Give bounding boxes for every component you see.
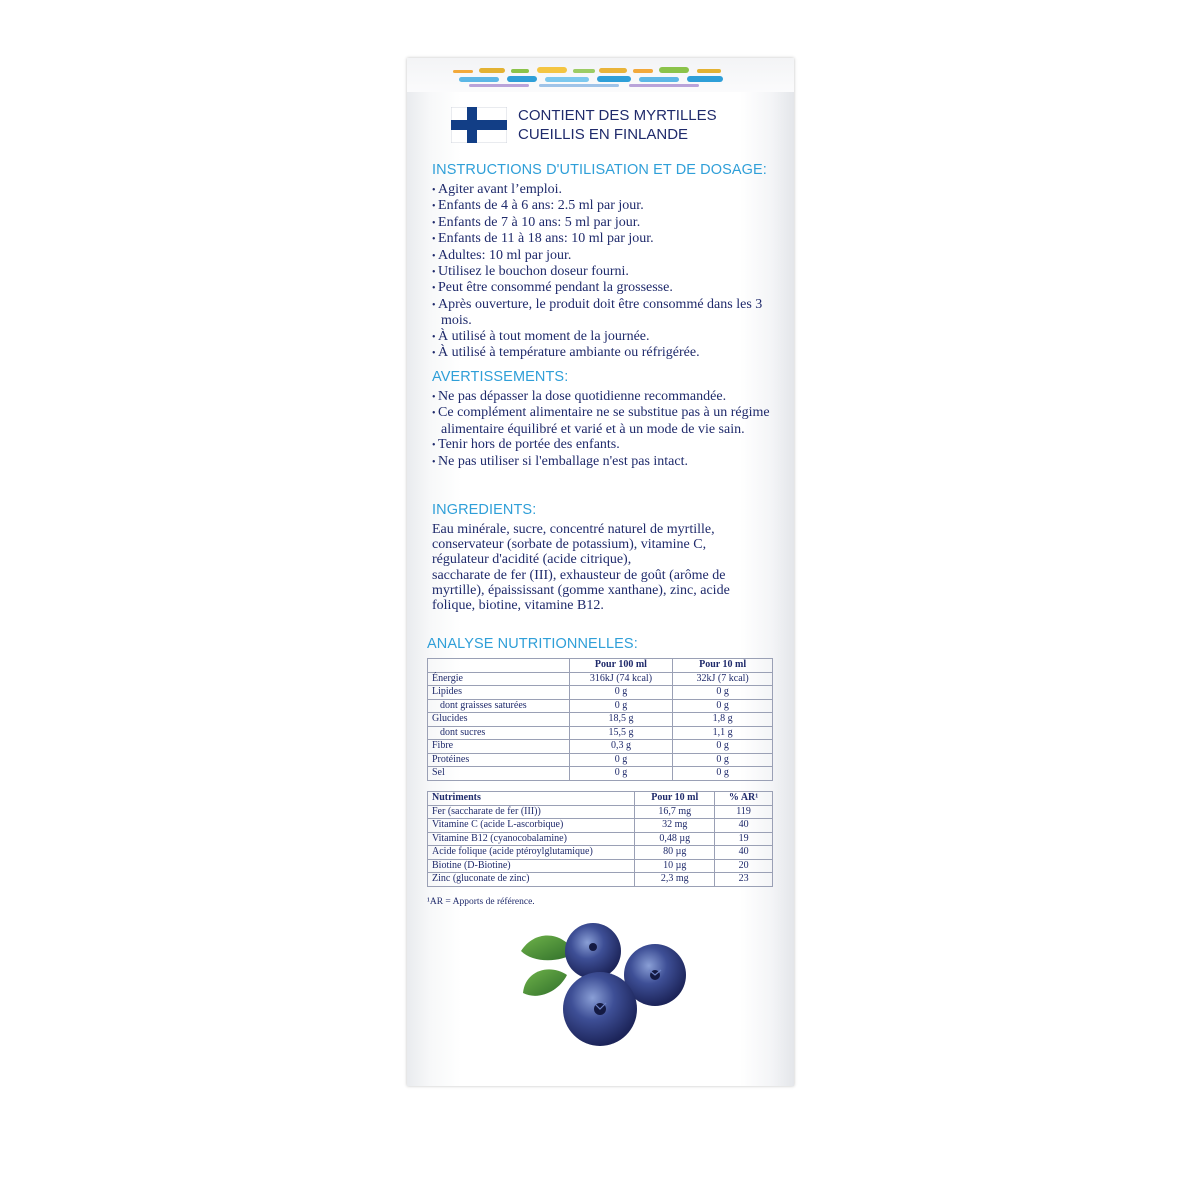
list-item: • Ce complément alimentaire ne se substitue pas à un régime alimentaire équilibré et varié et à un mode de vie sain. — [432, 405, 782, 437]
list-item: • Enfants de 7 à 10 ans: 5 ml par jour. — [432, 215, 782, 231]
table-cell: 0 g — [673, 699, 773, 713]
product-box-side — [407, 58, 794, 1086]
table-row — [428, 713, 773, 727]
table-cell: Zinc (gluconate de zinc) — [428, 873, 635, 887]
table-cell: 0 g — [569, 767, 673, 781]
list-item: • À utilisé à température ambiante ou réfrigérée. — [432, 345, 782, 361]
instructions-list — [432, 182, 782, 361]
table-cell: 1,8 g — [673, 713, 773, 727]
list-item: • Peut être consommé pendant la grossesse. — [432, 280, 782, 296]
list-item: • Enfants de 4 à 6 ans: 2.5 ml par jour. — [432, 198, 782, 214]
table-cell: Vitamine C (acide L-ascorbique) — [428, 819, 635, 833]
table-row — [428, 832, 773, 846]
blueberries-illustration — [515, 923, 695, 1053]
table-cell: 0,48 µg — [635, 832, 715, 846]
origin-claim — [451, 106, 717, 144]
table-row — [428, 805, 773, 819]
table-header-row — [428, 659, 773, 673]
table-cell: 2,3 mg — [635, 873, 715, 887]
nutrition-title: ANALYSE NUTRITIONNELLES: — [427, 636, 638, 652]
ingredients-line: conservateur (sorbate de potassium), vitamine C, — [432, 537, 707, 553]
table-cell: 32 mg — [635, 819, 715, 833]
table-header-cell: Pour 10 ml — [635, 792, 715, 806]
table-cell: 20 — [715, 859, 773, 873]
nutrients-table — [427, 791, 773, 887]
table-cell: Sel — [428, 767, 570, 781]
nutrition-table — [427, 658, 773, 781]
origin-text — [518, 106, 717, 144]
list-item: • Adultes: 10 ml par jour. — [432, 248, 782, 264]
origin-line-1: CONTIENT DES MYRTILLES — [518, 107, 717, 124]
ingredients-line: myrtille), épaississant (gomme xanthane), zinc, acide — [432, 582, 730, 598]
table-cell: 0 g — [673, 686, 773, 700]
table-header-cell: Pour 10 ml — [673, 659, 773, 673]
table-row — [428, 699, 773, 713]
table-header-cell: % AR¹ — [715, 792, 773, 806]
ingredients-line: folique, biotine, vitamine B12. — [432, 598, 604, 614]
table-cell: 0 g — [673, 740, 773, 754]
box-top-edge — [407, 58, 794, 92]
table-cell: 15,5 g — [569, 726, 673, 740]
table-cell: Énergie — [428, 672, 570, 686]
table-cell: 40 — [715, 819, 773, 833]
table-row — [428, 859, 773, 873]
warnings-title: AVERTISSEMENTS: — [432, 369, 569, 385]
finland-flag-icon — [451, 107, 507, 143]
table-cell: Vitamine B12 (cyanocobalamine) — [428, 832, 635, 846]
table-cell: 0 g — [569, 699, 673, 713]
table-cell: 316kJ (74 kcal) — [569, 672, 673, 686]
table-row — [428, 819, 773, 833]
table-cell: Lipides — [428, 686, 570, 700]
table-cell: 23 — [715, 873, 773, 887]
list-item: • Ne pas dépasser la dose quotidienne recommandée. — [432, 389, 782, 405]
table-cell: dont graisses saturées — [428, 699, 570, 713]
table-cell: 0 g — [569, 753, 673, 767]
table-header-cell: Nutriments — [428, 792, 635, 806]
table-cell: 119 — [715, 805, 773, 819]
table-cell: 18,5 g — [569, 713, 673, 727]
table-cell: 10 µg — [635, 859, 715, 873]
warnings-list — [432, 389, 782, 470]
ingredients-line: saccharate de fer (III), exhausteur de goût (arôme de — [432, 567, 726, 583]
table-cell: 32kJ (7 kcal) — [673, 672, 773, 686]
table-row — [428, 846, 773, 860]
table-row — [428, 767, 773, 781]
table-row — [428, 873, 773, 887]
table-cell: Glucides — [428, 713, 570, 727]
table-row — [428, 686, 773, 700]
brand-logo-fragment — [449, 66, 749, 88]
list-item: • Tenir hors de portée des enfants. — [432, 437, 782, 453]
table-cell: Biotine (D-Biotine) — [428, 859, 635, 873]
reference-footnote: ¹AR = Apports de référence. — [427, 897, 535, 907]
table-cell: 80 µg — [635, 846, 715, 860]
table-cell: 0 g — [569, 686, 673, 700]
table-cell: dont sucres — [428, 726, 570, 740]
table-cell: 40 — [715, 846, 773, 860]
table-cell: Fer (saccharate de fer (III)) — [428, 805, 635, 819]
table-cell: 0,3 g — [569, 740, 673, 754]
ingredients-text — [432, 522, 782, 613]
table-cell: Acide folique (acide ptéroylglutamique) — [428, 846, 635, 860]
table-cell: Fibre — [428, 740, 570, 754]
table-cell: 0 g — [673, 753, 773, 767]
table-cell: 1,1 g — [673, 726, 773, 740]
ingredients-line: régulateur d'acidité (acide citrique), — [432, 552, 632, 568]
origin-line-2: CUEILLIS EN FINLANDE — [518, 126, 689, 143]
ingredients-line: Eau minérale, sucre, concentré naturel de myrtille, — [432, 522, 715, 537]
ingredients-title: INGREDIENTS: — [432, 502, 537, 518]
table-row — [428, 726, 773, 740]
table-row — [428, 740, 773, 754]
table-cell: 0 g — [673, 767, 773, 781]
table-header-row — [428, 792, 773, 806]
table-cell: Protéines — [428, 753, 570, 767]
table-row — [428, 672, 773, 686]
list-item: • Enfants de 11 à 18 ans: 10 ml par jour. — [432, 231, 782, 247]
table-cell: 19 — [715, 832, 773, 846]
table-header-cell: Pour 100 ml — [569, 659, 673, 673]
list-item: • Utilisez le bouchon doseur fourni. — [432, 264, 782, 280]
instructions-title: INSTRUCTIONS D'UTILISATION ET DE DOSAGE: — [432, 162, 767, 178]
list-item: • Ne pas utiliser si l'emballage n'est pas intact. — [432, 454, 782, 470]
table-header-cell — [428, 659, 570, 673]
table-row — [428, 753, 773, 767]
table-cell: 16,7 mg — [635, 805, 715, 819]
list-item: • Après ouverture, le produit doit être consommé dans les 3 mois. — [432, 297, 782, 329]
list-item: • À utilisé à tout moment de la journée. — [432, 329, 782, 345]
list-item: • Agiter avant l’emploi. — [432, 182, 782, 198]
